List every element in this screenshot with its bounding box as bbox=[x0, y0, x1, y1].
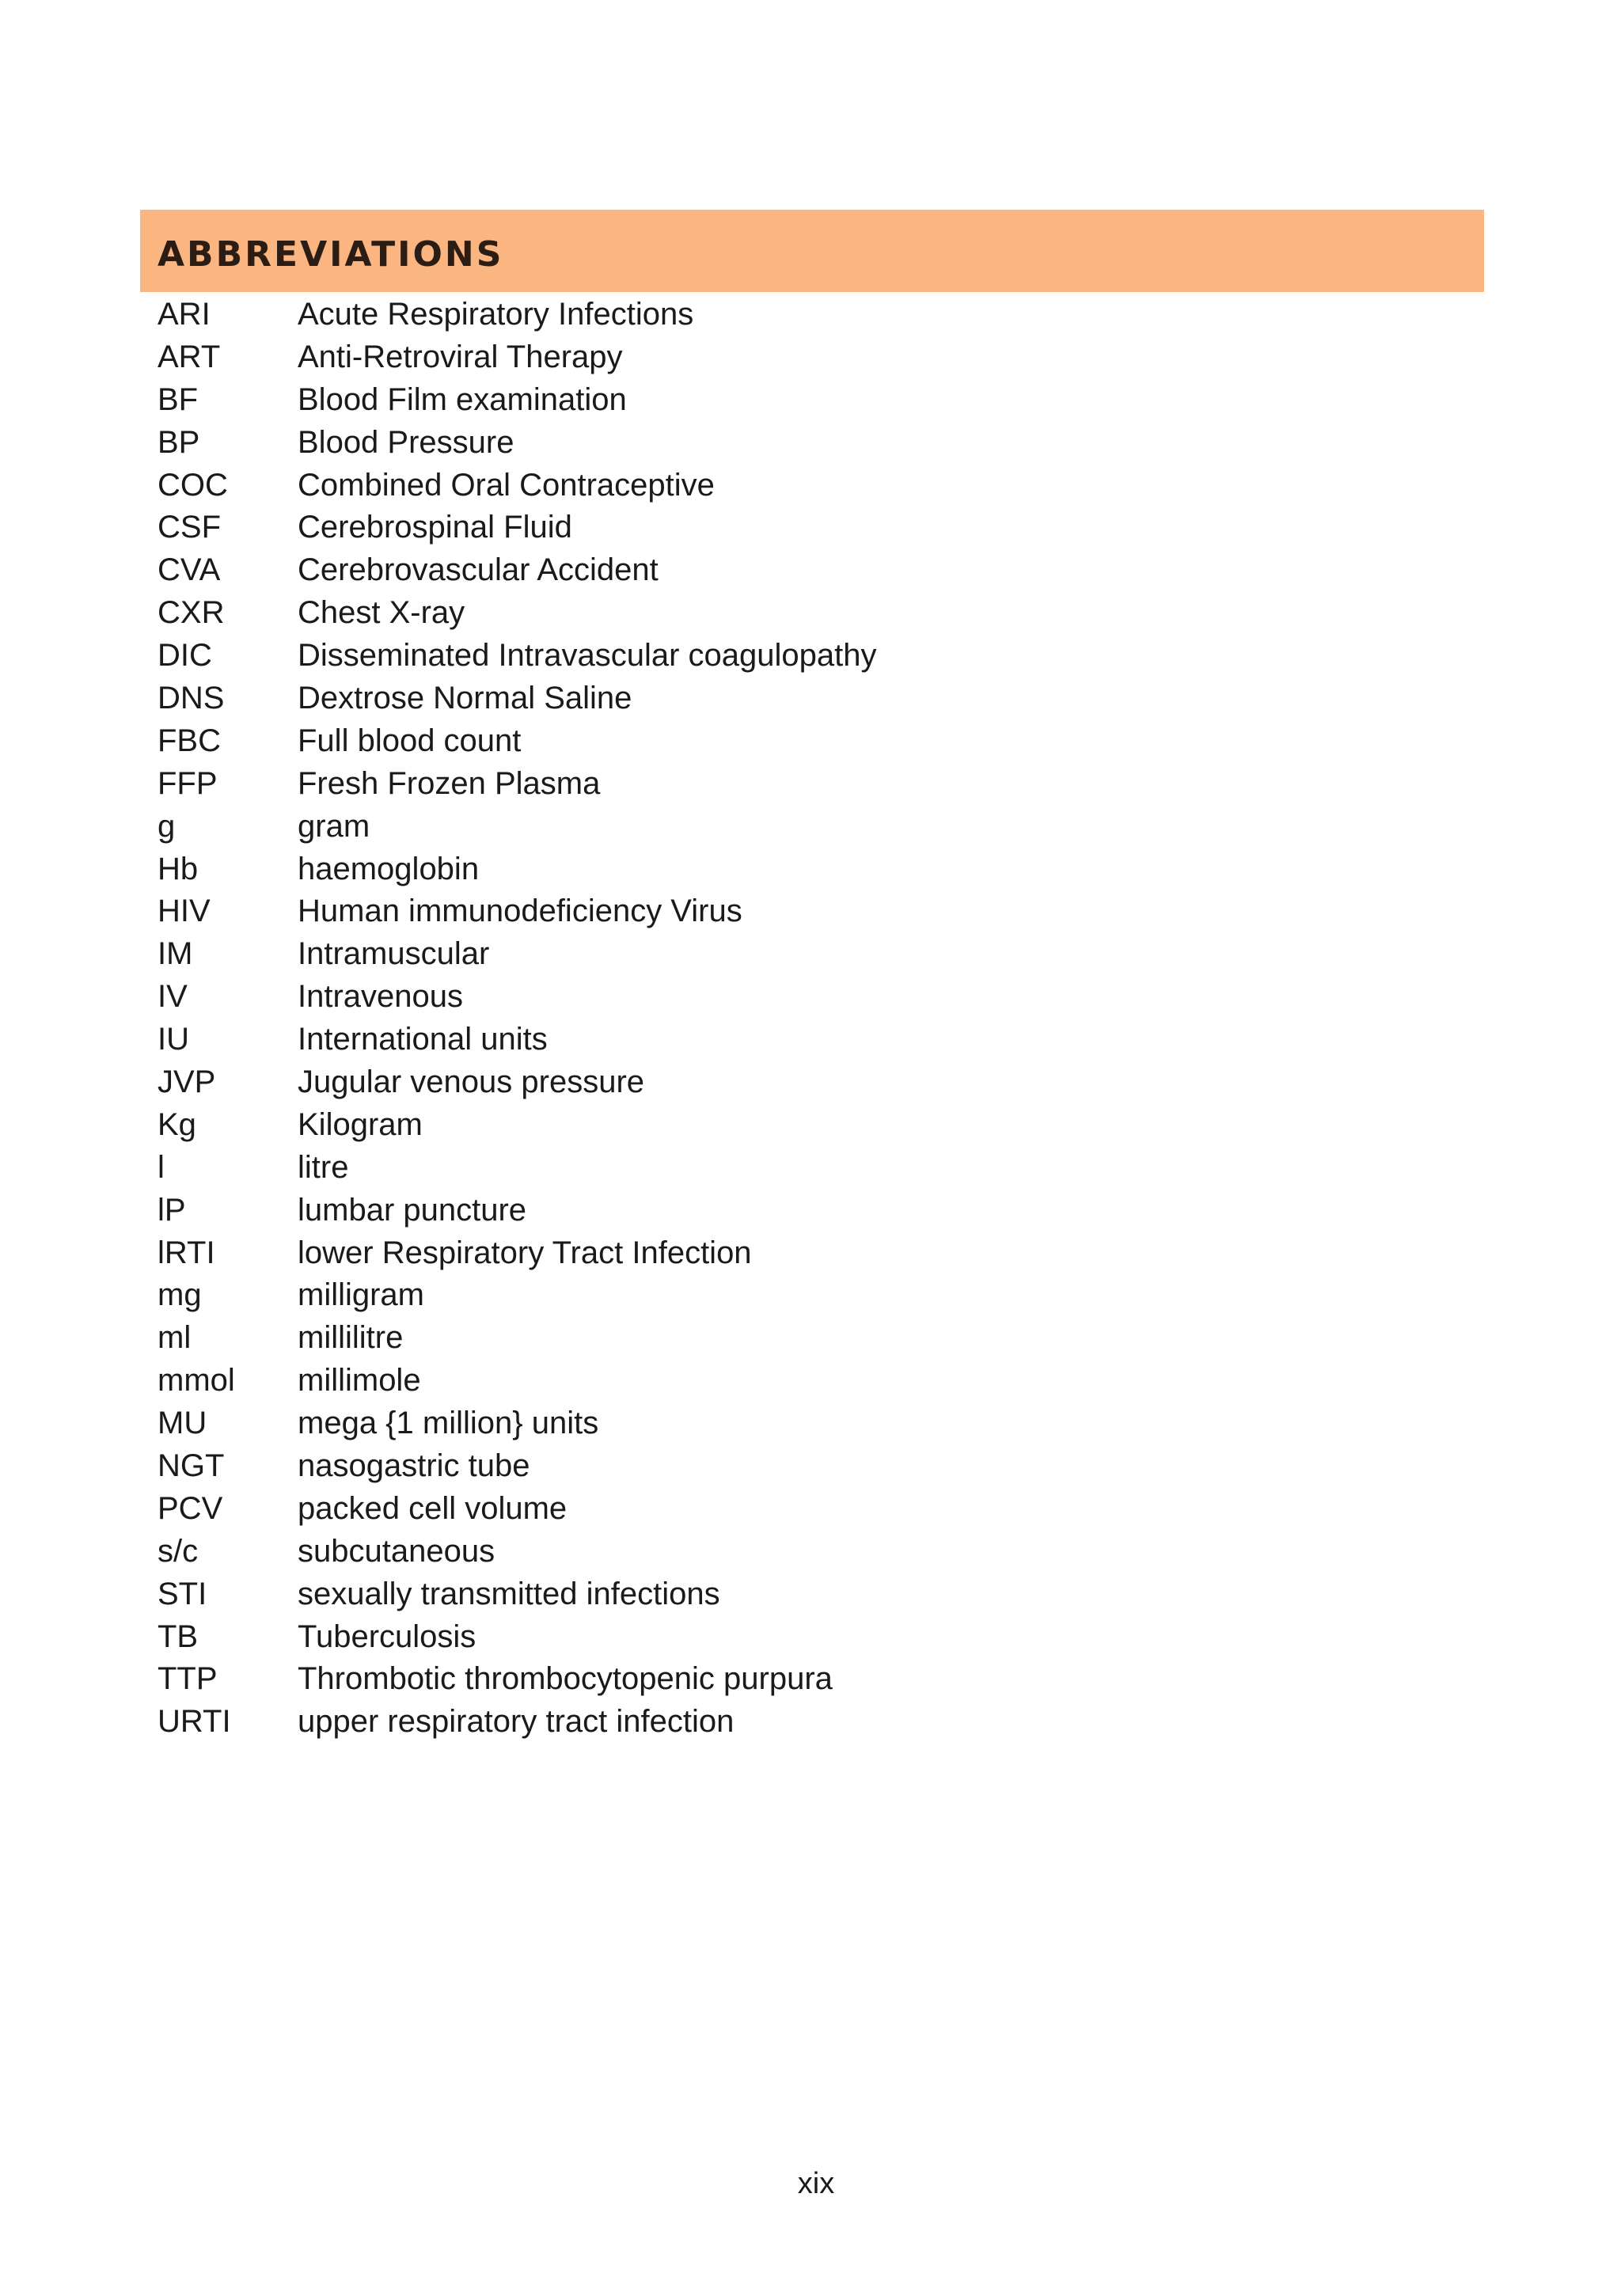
abbreviation-term: mg bbox=[158, 1277, 202, 1313]
abbreviation-row bbox=[158, 1061, 877, 1103]
abbreviation-row bbox=[158, 1146, 877, 1189]
abbreviation-definition: Blood Film examination bbox=[298, 381, 627, 417]
abbreviation-row bbox=[158, 464, 877, 507]
abbreviation-definition: upper respiratory tract infection bbox=[298, 1704, 735, 1740]
abbreviation-term: DIC bbox=[158, 638, 212, 674]
abbreviation-term: MU bbox=[158, 1406, 207, 1441]
abbreviation-term: COC bbox=[158, 467, 228, 503]
abbreviation-definition: mega {1 million} units bbox=[298, 1406, 599, 1441]
abbreviation-row bbox=[158, 591, 877, 634]
page-number: xix bbox=[797, 2167, 835, 2200]
abbreviation-definition: nasogastric tube bbox=[298, 1448, 530, 1483]
abbreviation-row bbox=[158, 719, 877, 762]
abbreviation-row bbox=[158, 1273, 877, 1316]
abbreviation-term: IV bbox=[158, 979, 188, 1015]
abbreviation-term: FFP bbox=[158, 765, 218, 801]
abbreviation-row bbox=[158, 1359, 877, 1402]
abbreviation-row bbox=[158, 932, 877, 975]
abbreviation-row bbox=[158, 762, 877, 805]
abbreviation-term: CVA bbox=[158, 552, 221, 588]
abbreviation-term: Hb bbox=[158, 851, 199, 886]
abbreviation-row bbox=[158, 1444, 877, 1487]
abbreviation-term: HIV bbox=[158, 894, 211, 929]
abbreviation-term: lP bbox=[158, 1192, 186, 1228]
abbreviation-row bbox=[158, 634, 877, 677]
abbreviation-definition: lumbar puncture bbox=[298, 1192, 527, 1228]
abbreviation-row bbox=[158, 890, 877, 932]
abbreviation-definition: Anti-Retroviral Therapy bbox=[298, 339, 623, 374]
abbreviation-definition: Intramuscular bbox=[298, 936, 490, 972]
abbreviation-definition: Chest X-ray bbox=[298, 595, 465, 631]
abbreviation-definition: haemoglobin bbox=[298, 851, 480, 886]
abbreviation-row bbox=[158, 848, 877, 890]
abbreviation-term: CXR bbox=[158, 595, 225, 631]
abbreviation-definition: gram bbox=[298, 808, 370, 844]
abbreviation-term: IM bbox=[158, 936, 193, 972]
abbreviation-row bbox=[158, 378, 877, 421]
abbreviation-term: TB bbox=[158, 1619, 199, 1654]
abbreviation-definition: millimole bbox=[298, 1363, 421, 1398]
section-title: ABBREVIATIONS bbox=[158, 233, 504, 275]
abbreviation-definition: Full blood count bbox=[298, 723, 522, 758]
abbreviation-row bbox=[158, 548, 877, 591]
abbreviation-term: URTI bbox=[158, 1704, 231, 1740]
abbreviation-definition: packed cell volume bbox=[298, 1490, 568, 1526]
abbreviation-definition: Disseminated Intravascular coagulopathy bbox=[298, 638, 877, 674]
abbreviation-term: s/c bbox=[158, 1533, 199, 1569]
abbreviation-term: NGT bbox=[158, 1448, 225, 1483]
abbreviation-row bbox=[158, 1658, 877, 1701]
abbreviation-definition: milligram bbox=[298, 1277, 424, 1313]
abbreviation-definition: Tuberculosis bbox=[298, 1619, 476, 1654]
abbreviation-term: DNS bbox=[158, 680, 225, 715]
abbreviation-row bbox=[158, 1530, 877, 1573]
abbreviation-definition: Cerebrovascular Accident bbox=[298, 552, 659, 588]
abbreviation-definition: Jugular venous pressure bbox=[298, 1064, 645, 1099]
abbreviation-term: ARI bbox=[158, 296, 211, 332]
section-header bbox=[140, 210, 1484, 292]
abbreviation-row bbox=[158, 975, 877, 1018]
abbreviation-term: lRTI bbox=[158, 1235, 215, 1270]
abbreviation-definition: Cerebrospinal Fluid bbox=[298, 510, 572, 545]
abbreviation-term: JVP bbox=[158, 1064, 216, 1099]
abbreviation-definition: Thrombotic thrombocytopenic purpura bbox=[298, 1661, 833, 1697]
abbreviation-list bbox=[158, 293, 877, 1743]
abbreviation-row bbox=[158, 1018, 877, 1061]
abbreviation-definition: Human immunodeficiency Virus bbox=[298, 894, 742, 929]
abbreviation-term: IU bbox=[158, 1022, 189, 1057]
abbreviation-row bbox=[158, 1615, 877, 1658]
abbreviation-term: ml bbox=[158, 1320, 192, 1356]
abbreviation-row bbox=[158, 421, 877, 464]
abbreviation-term: BP bbox=[158, 424, 200, 460]
abbreviation-definition: Blood Pressure bbox=[298, 424, 514, 460]
abbreviation-term: l bbox=[158, 1149, 165, 1185]
abbreviation-row bbox=[158, 805, 877, 848]
abbreviation-row bbox=[158, 1316, 877, 1359]
abbreviation-definition: Intravenous bbox=[298, 979, 464, 1015]
abbreviation-term: BF bbox=[158, 381, 199, 417]
abbreviation-term: mmol bbox=[158, 1363, 235, 1398]
abbreviation-definition: millilitre bbox=[298, 1320, 404, 1356]
abbreviation-row bbox=[158, 1487, 877, 1530]
abbreviation-definition: subcutaneous bbox=[298, 1533, 495, 1569]
abbreviation-definition: Combined Oral Contraceptive bbox=[298, 467, 715, 503]
abbreviation-definition: Dextrose Normal Saline bbox=[298, 680, 632, 715]
abbreviation-row bbox=[158, 1231, 877, 1274]
abbreviation-row bbox=[158, 293, 877, 336]
abbreviation-row bbox=[158, 1700, 877, 1743]
abbreviation-term: ART bbox=[158, 339, 221, 374]
abbreviation-row bbox=[158, 1189, 877, 1231]
abbreviation-term: TTP bbox=[158, 1661, 218, 1697]
abbreviation-term: Kg bbox=[158, 1106, 196, 1142]
abbreviation-definition: International units bbox=[298, 1022, 548, 1057]
abbreviation-row bbox=[158, 336, 877, 378]
abbreviation-row bbox=[158, 1402, 877, 1444]
abbreviation-term: FBC bbox=[158, 723, 221, 758]
abbreviation-term: CSF bbox=[158, 510, 221, 545]
abbreviation-row bbox=[158, 677, 877, 719]
abbreviation-definition: Kilogram bbox=[298, 1106, 423, 1142]
abbreviation-definition: Fresh Frozen Plasma bbox=[298, 765, 601, 801]
abbreviation-definition: sexually transmitted infections bbox=[298, 1576, 720, 1611]
abbreviation-definition: Acute Respiratory Infections bbox=[298, 296, 694, 332]
abbreviation-term: STI bbox=[158, 1576, 207, 1611]
abbreviation-definition: litre bbox=[298, 1149, 349, 1185]
abbreviation-row bbox=[158, 1103, 877, 1146]
abbreviation-term: PCV bbox=[158, 1490, 223, 1526]
abbreviation-definition: lower Respiratory Tract Infection bbox=[298, 1235, 752, 1270]
abbreviation-term: g bbox=[158, 808, 176, 844]
abbreviation-row bbox=[158, 506, 877, 548]
abbreviation-row bbox=[158, 1573, 877, 1615]
